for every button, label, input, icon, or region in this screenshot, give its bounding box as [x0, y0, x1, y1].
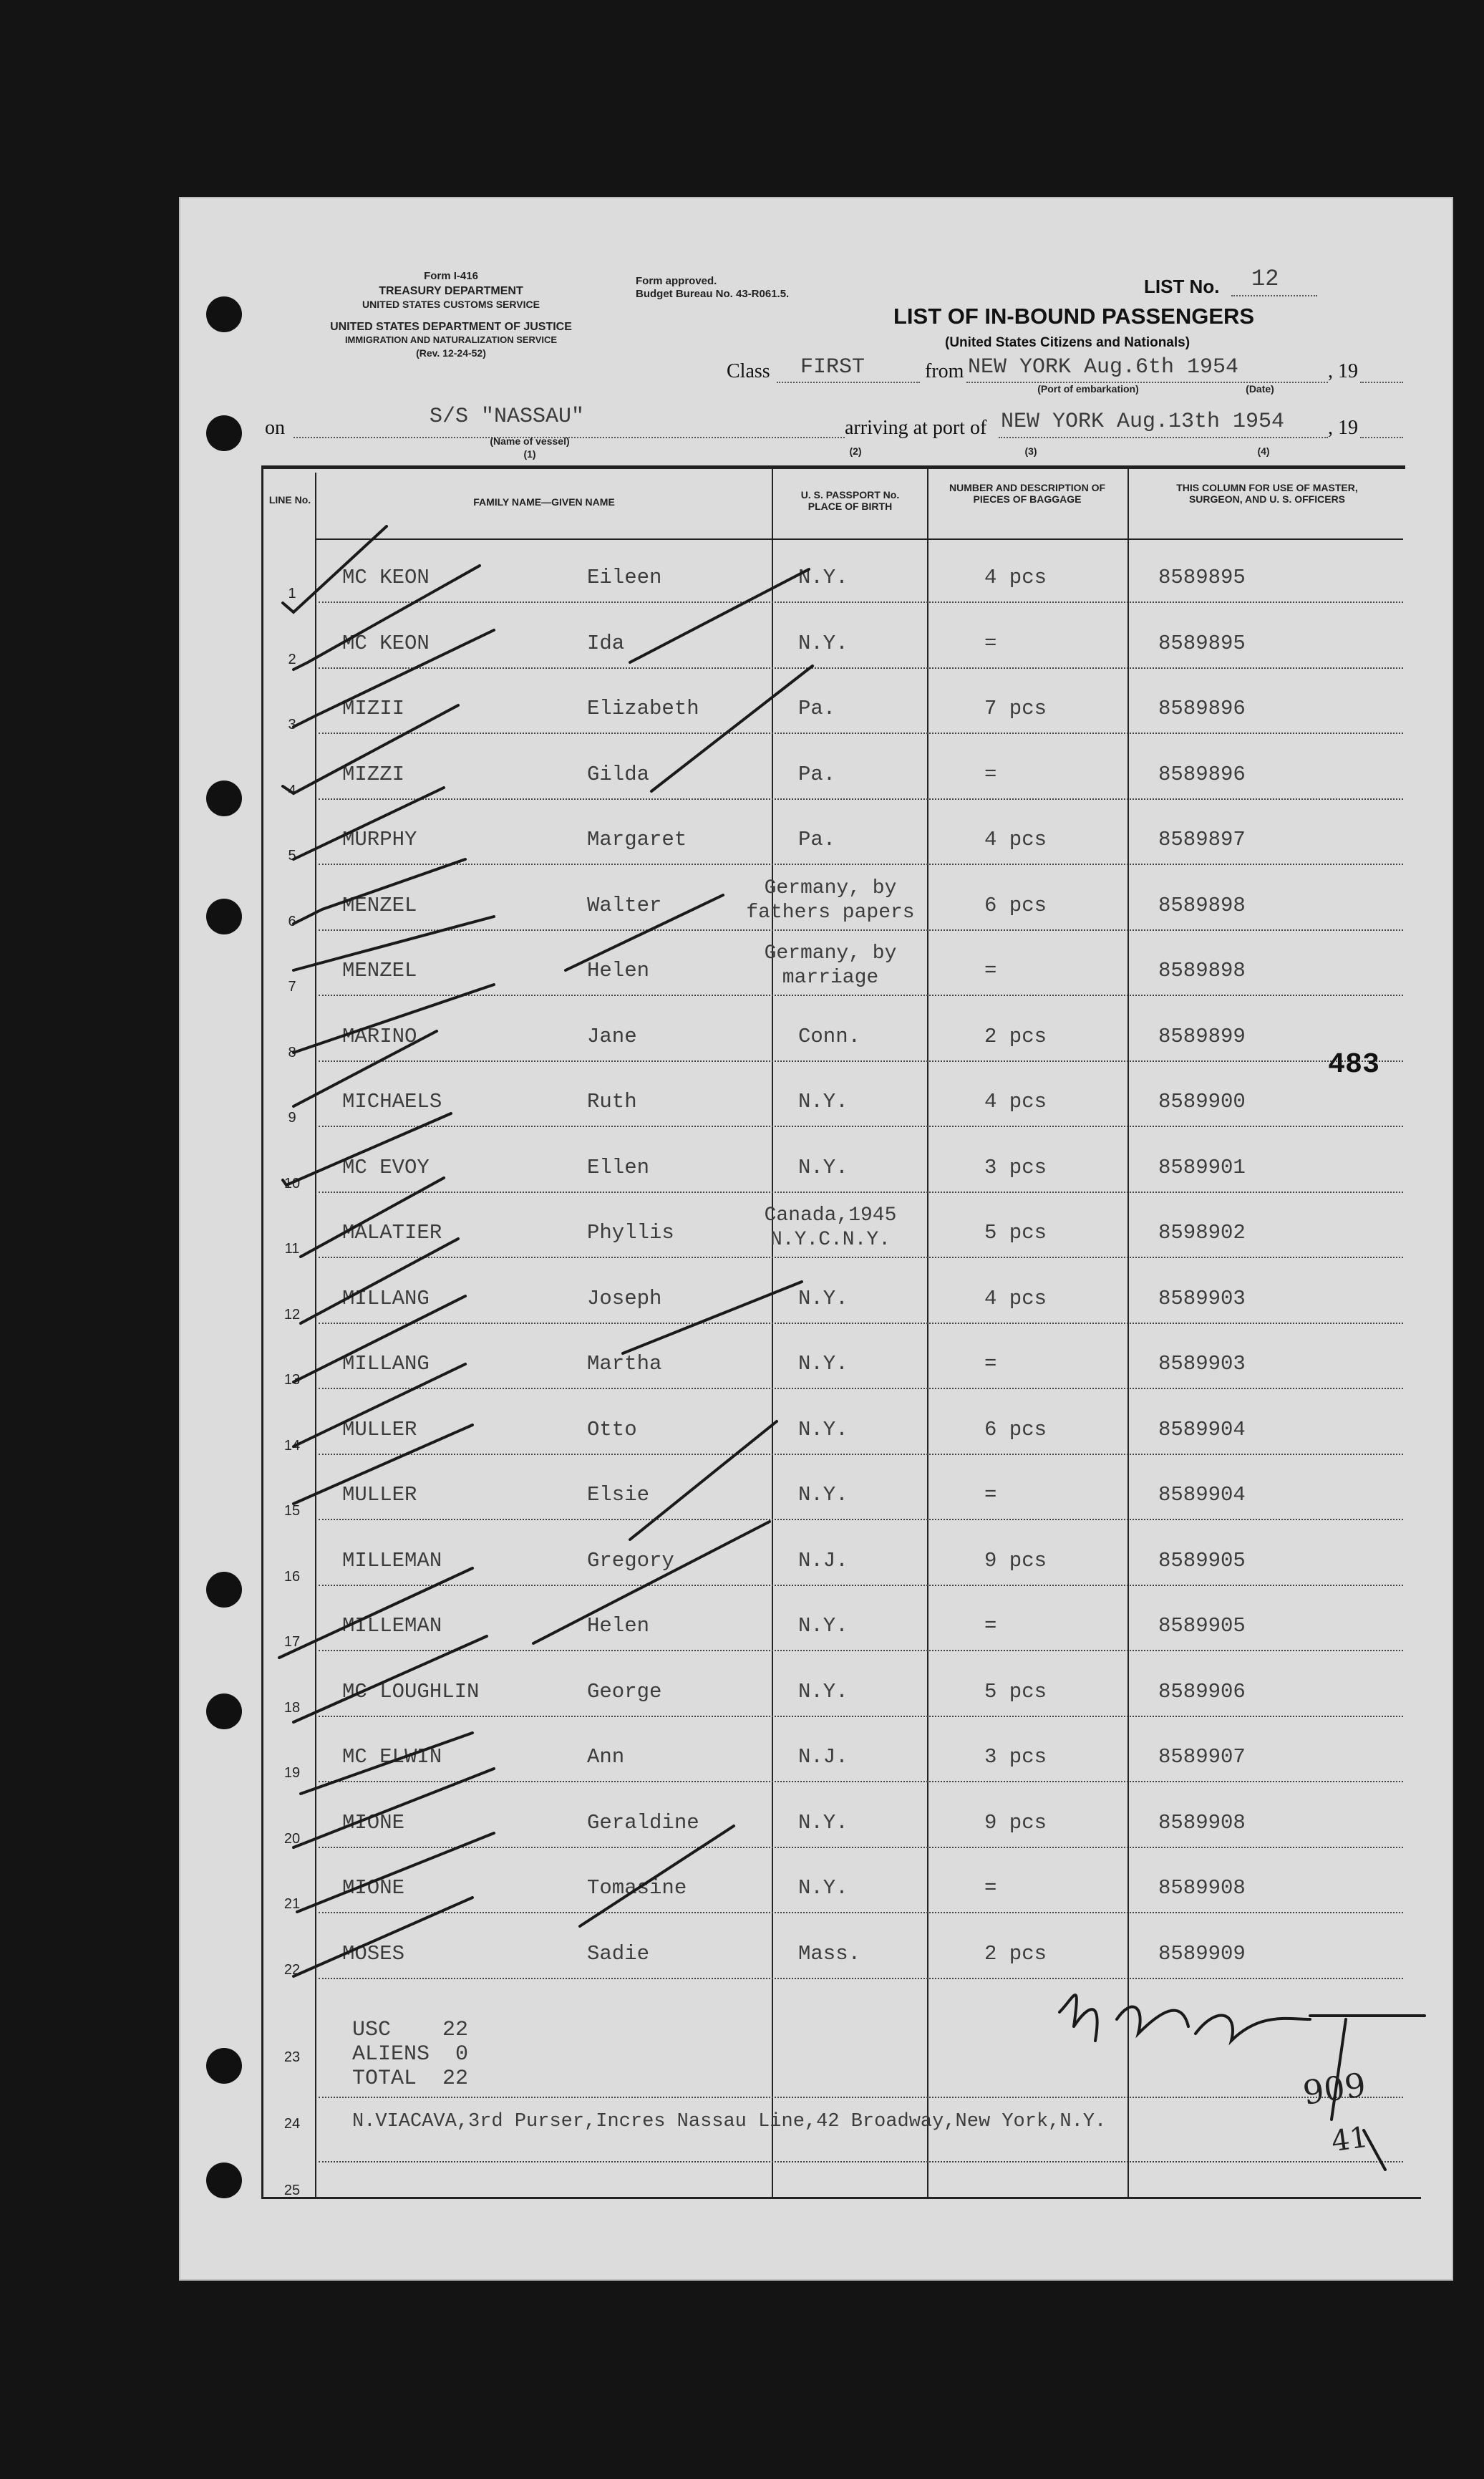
- line-number: 3: [288, 717, 296, 733]
- on-label: on: [265, 417, 285, 439]
- baggage-count: =: [984, 632, 997, 655]
- line-number: 4: [288, 783, 296, 798]
- vessel-name: S/S "NASSAU": [430, 405, 585, 429]
- family-name: MC ELWIN: [342, 1745, 442, 1769]
- col-header-passport: U. S. PASSPORT No. PLACE OF BIRTH: [800, 489, 900, 513]
- baggage-count: 5 pcs: [984, 1221, 1047, 1245]
- place-of-birth: N.Y.: [798, 632, 848, 655]
- arriving-value: NEW YORK Aug.13th 1954: [1001, 410, 1285, 434]
- baggage-count: 3 pcs: [984, 1745, 1047, 1769]
- class-value: FIRST: [800, 355, 865, 380]
- caption-port: (Port of embarkation): [1037, 383, 1139, 395]
- given-name: Walter: [587, 894, 662, 917]
- place-of-birth: Germany, by marriage: [764, 942, 897, 989]
- purser-line: N.VIACAVA,3rd Purser,Incres Nassau Line,42 Broadway,New York,N.Y.: [352, 2111, 1107, 2132]
- baggage-count: =: [984, 1614, 997, 1638]
- margin-note: 483: [1328, 1049, 1380, 1081]
- line-number: 11: [284, 1241, 300, 1257]
- col-header-officers: THIS COLUMN FOR USE OF MASTER, SURGEON, AND U. S. OFFICERS: [1176, 482, 1358, 506]
- page-subtitle: (United States Citizens and Nationals): [945, 335, 1190, 350]
- baggage-count: 4 pcs: [984, 1287, 1047, 1310]
- line-number: 12: [283, 1307, 301, 1323]
- caption-2: (2): [849, 445, 862, 457]
- baggage-count: 4 pcs: [984, 1090, 1047, 1113]
- baggage-count: 5 pcs: [984, 1680, 1047, 1704]
- line-number: 15: [283, 1503, 301, 1519]
- officer-ref-number: 8589904: [1158, 1483, 1246, 1507]
- baggage-count: =: [984, 1483, 997, 1507]
- officer-ref-number: 8589896: [1158, 763, 1246, 786]
- officer-ref-number: 8589905: [1158, 1549, 1246, 1572]
- year-suffix-2: , 19: [1328, 417, 1358, 439]
- given-name: Helen: [587, 1614, 650, 1638]
- baggage-count: 4 pcs: [984, 828, 1047, 851]
- officer-ref-number: 8589899: [1158, 1025, 1246, 1048]
- given-name: Ann: [587, 1745, 625, 1769]
- baggage-count: 6 pcs: [984, 1418, 1047, 1441]
- summary-aliens: ALIENS 0: [352, 2042, 469, 2067]
- given-name: Gregory: [587, 1549, 674, 1572]
- officer-ref-number: 8589898: [1158, 894, 1246, 917]
- line-number: 6: [288, 914, 296, 929]
- given-name: Margaret: [587, 828, 687, 851]
- officer-ref-number: 8589895: [1158, 632, 1246, 655]
- family-name: MILLANG: [342, 1352, 430, 1376]
- form-revision: (Rev. 12-24-52): [416, 347, 486, 359]
- family-name: MOSES: [342, 1942, 405, 1966]
- officer-ref-number: 8589909: [1158, 1942, 1246, 1966]
- place-of-birth: N.Y.: [798, 1811, 848, 1835]
- given-name: Martha: [587, 1352, 662, 1376]
- place-of-birth: N.Y.: [798, 1156, 848, 1179]
- line-number: 22: [283, 1962, 301, 1978]
- given-name: Geraldine: [587, 1811, 699, 1835]
- officer-ref-number: 8589896: [1158, 697, 1246, 720]
- place-of-birth: Pa.: [798, 828, 836, 851]
- caption-4: (4): [1257, 445, 1270, 457]
- family-name: MIONE: [342, 1876, 405, 1900]
- place-of-birth: N.Y.: [798, 1287, 848, 1310]
- family-name: MC LOUGHLIN: [342, 1680, 480, 1704]
- from-value: NEW YORK Aug.6th 1954: [968, 355, 1239, 380]
- summary-total: TOTAL 22: [352, 2067, 469, 2091]
- officer-ref-number: 8598902: [1158, 1221, 1246, 1245]
- given-name: Elizabeth: [587, 697, 699, 720]
- caption-vessel-no: (1): [523, 448, 536, 460]
- place-of-birth: N.Y.: [798, 1483, 848, 1507]
- family-name: MALATIER: [342, 1221, 442, 1245]
- place-of-birth: N.Y.: [798, 1418, 848, 1441]
- family-name: MILLANG: [342, 1287, 430, 1310]
- line-number: 14: [283, 1438, 301, 1454]
- family-name: MENZEL: [342, 959, 417, 982]
- family-name: MULLER: [342, 1483, 417, 1507]
- baggage-count: 3 pcs: [984, 1156, 1047, 1179]
- family-name: MARINO: [342, 1025, 417, 1048]
- baggage-count: 2 pcs: [984, 1942, 1047, 1966]
- officer-ref-number: 8589907: [1158, 1745, 1246, 1769]
- summary-usc: USC 22: [352, 2018, 469, 2042]
- form-approved: Form approved.: [636, 275, 717, 287]
- family-name: MULLER: [342, 1418, 417, 1441]
- family-name: MIZII: [342, 697, 405, 720]
- family-name: MILLEMAN: [342, 1614, 442, 1638]
- officer-ref-number: 8589900: [1158, 1090, 1246, 1113]
- dept-customs: UNITED STATES CUSTOMS SERVICE: [362, 299, 540, 310]
- place-of-birth: N.Y.: [798, 566, 848, 589]
- line-number: 18: [283, 1700, 301, 1716]
- baggage-count: =: [984, 959, 997, 982]
- given-name: Tomasine: [587, 1876, 687, 1900]
- handwritten-note-909: 909: [1300, 2065, 1369, 2112]
- dept-treasury: TREASURY DEPARTMENT: [379, 285, 523, 297]
- line-number: 13: [283, 1372, 301, 1388]
- list-label: LIST No.: [1144, 276, 1220, 297]
- given-name: Ida: [587, 632, 625, 655]
- officer-ref-number: 8589903: [1158, 1352, 1246, 1376]
- officer-ref-number: 8589908: [1158, 1876, 1246, 1900]
- place-of-birth: N.Y.: [798, 1090, 848, 1113]
- given-name: Eileen: [587, 566, 662, 589]
- arriving-label: arriving at port of: [845, 417, 987, 439]
- given-name: Ruth: [587, 1090, 637, 1113]
- class-label: Class: [727, 360, 770, 382]
- baggage-count: 9 pcs: [984, 1811, 1047, 1835]
- officer-ref-number: 8589908: [1158, 1811, 1246, 1835]
- officer-ref-number: 8589905: [1158, 1614, 1246, 1638]
- family-name: MILLEMAN: [342, 1549, 442, 1572]
- given-name: Ellen: [587, 1156, 650, 1179]
- place-of-birth: Conn.: [798, 1025, 861, 1048]
- baggage-count: 6 pcs: [984, 894, 1047, 917]
- officer-ref-number: 8589898: [1158, 959, 1246, 982]
- dept-ins: IMMIGRATION AND NATURALIZATION SERVICE: [344, 334, 558, 345]
- given-name: Jane: [587, 1025, 637, 1048]
- handwritten-note-41: 41: [1329, 2120, 1370, 2159]
- caption-date: (Date): [1246, 383, 1274, 395]
- family-name: MIONE: [342, 1811, 405, 1835]
- budget-bureau: Budget Bureau No. 43-R061.5.: [636, 288, 790, 300]
- family-name: MIZZI: [342, 763, 405, 786]
- place-of-birth: N.Y.: [798, 1352, 848, 1376]
- col-header-name: FAMILY NAME—GIVEN NAME: [473, 496, 615, 508]
- place-of-birth: Canada,1945 N.Y.C.N.Y.: [764, 1204, 897, 1251]
- baggage-count: 4 pcs: [984, 566, 1047, 589]
- caption-3: (3): [1024, 445, 1037, 457]
- place-of-birth: Pa.: [798, 697, 836, 720]
- line-number: 21: [283, 1896, 301, 1912]
- baggage-count: =: [984, 763, 997, 786]
- line-number: 1: [288, 586, 296, 601]
- place-of-birth: Germany, by fathers papers: [746, 877, 915, 924]
- baggage-count: =: [984, 1876, 997, 1900]
- officer-ref-number: 8589904: [1158, 1418, 1246, 1441]
- family-name: MC KEON: [342, 566, 430, 589]
- col-header-line: LINE No.: [268, 494, 311, 506]
- given-name: Joseph: [587, 1287, 662, 1310]
- baggage-count: 2 pcs: [984, 1025, 1047, 1048]
- list-number: 12: [1251, 266, 1279, 292]
- given-name: Sadie: [587, 1942, 650, 1966]
- caption-vessel: (Name of vessel): [490, 435, 570, 447]
- given-name: Helen: [587, 959, 650, 982]
- line-number: 7: [288, 979, 296, 995]
- given-name: Otto: [587, 1418, 637, 1441]
- place-of-birth: N.Y.: [798, 1614, 848, 1638]
- year-suffix-1: , 19: [1328, 360, 1358, 382]
- officer-ref-number: 8589906: [1158, 1680, 1246, 1704]
- family-name: MENZEL: [342, 894, 417, 917]
- page-title: LIST OF IN-BOUND PASSENGERS: [893, 304, 1255, 329]
- given-name: George: [587, 1680, 662, 1704]
- line-number: 2: [288, 652, 296, 667]
- place-of-birth: N.Y.: [798, 1680, 848, 1704]
- place-of-birth: N.J.: [798, 1549, 848, 1572]
- line-number: 23: [283, 2049, 301, 2065]
- given-name: Elsie: [587, 1483, 650, 1507]
- line-number: 10: [283, 1176, 301, 1192]
- line-number: 16: [283, 1569, 301, 1585]
- place-of-birth: Pa.: [798, 763, 836, 786]
- officer-ref-number: 8589901: [1158, 1156, 1246, 1179]
- from-label: from: [925, 360, 964, 382]
- place-of-birth: Mass.: [798, 1942, 861, 1966]
- officer-ref-number: 8589897: [1158, 828, 1246, 851]
- place-of-birth: N.J.: [798, 1745, 848, 1769]
- officer-ref-number: 8589903: [1158, 1287, 1246, 1310]
- place-of-birth: N.Y.: [798, 1876, 848, 1900]
- baggage-count: =: [984, 1352, 997, 1376]
- col-header-baggage: NUMBER AND DESCRIPTION OF PIECES OF BAGGAGE: [949, 482, 1106, 506]
- officer-ref-number: 8589895: [1158, 566, 1246, 589]
- line-number: 8: [288, 1045, 296, 1060]
- line-number: 5: [288, 848, 296, 864]
- family-name: MC EVOY: [342, 1156, 430, 1179]
- family-name: MC KEON: [342, 632, 430, 655]
- given-name: Phyllis: [587, 1221, 674, 1245]
- family-name: MICHAELS: [342, 1090, 442, 1113]
- line-number: 24: [283, 2116, 301, 2132]
- line-number: 25: [283, 2183, 301, 2198]
- line-number: 19: [283, 1765, 301, 1781]
- form-number: Form I-416: [424, 270, 478, 282]
- baggage-count: 9 pcs: [984, 1549, 1047, 1572]
- line-number: 9: [288, 1110, 296, 1126]
- line-number: 20: [283, 1831, 301, 1847]
- given-name: Gilda: [587, 763, 650, 786]
- baggage-count: 7 pcs: [984, 697, 1047, 720]
- family-name: MURPHY: [342, 828, 417, 851]
- dept-justice: UNITED STATES DEPARTMENT OF JUSTICE: [330, 321, 572, 333]
- line-number: 17: [283, 1634, 301, 1650]
